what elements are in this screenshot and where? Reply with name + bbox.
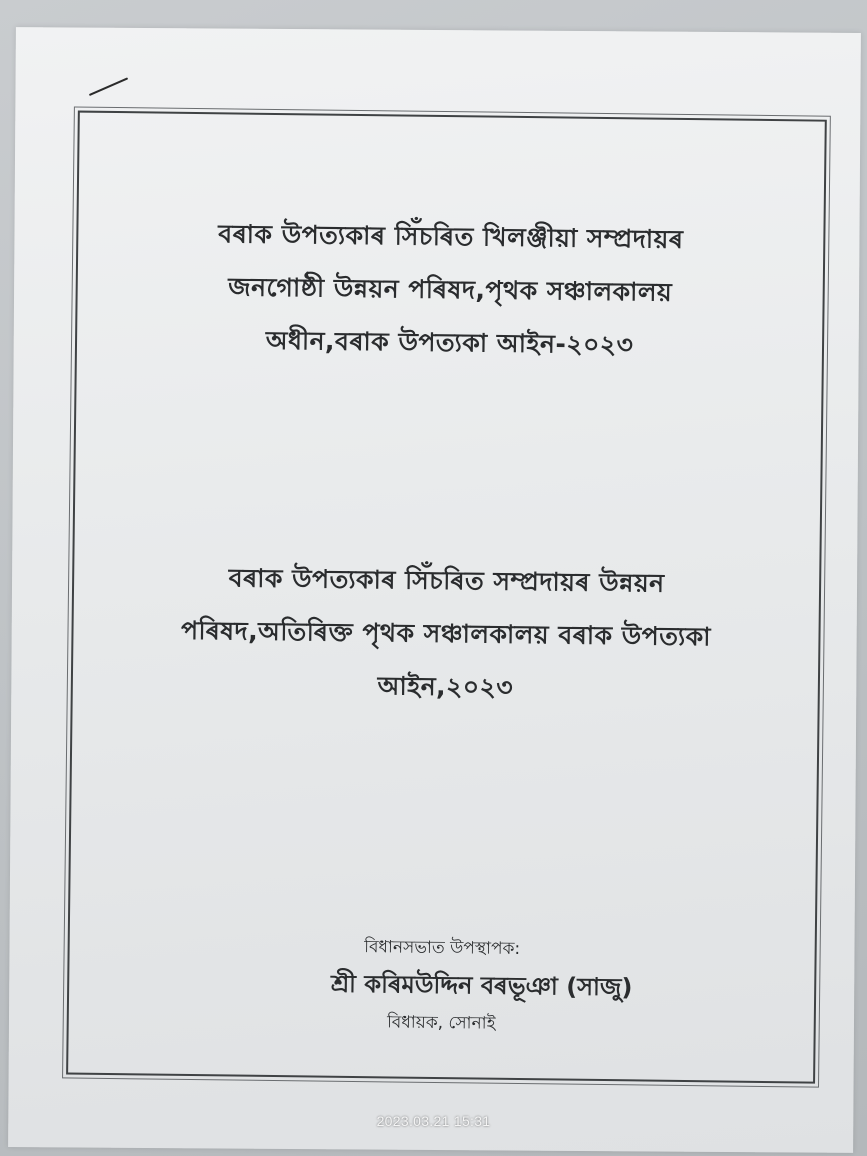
secondary-title-line-3: আইন,২০২৩ [377, 671, 514, 702]
secondary-title-line-2: পৰিষদ,অতিৰিক্ত পৃথক সঞ্চালকালয় বৰাক উপত্যকা [180, 615, 712, 652]
photo-timestamp: 2023.03.21 15:31 [376, 1113, 491, 1129]
main-title-line-2: জনগোষ্ঠী উন্নয়ন পৰিষদ,পৃথক সঞ্চালকালয় [228, 272, 673, 307]
presenter-name: শ্ৰী কৰিমউদ্দিন বৰভূঞা (সাজু) [330, 969, 633, 1002]
paper-sheet [8, 27, 861, 1153]
presenter-label: বিধানসভাত উপস্থাপক: [364, 937, 521, 960]
pen-mark [89, 77, 128, 96]
secondary-title-line-1: বৰাক উপত্যকাৰ সিঁচৰিত সম্প্ৰদায়ৰ উন্নয়ন [228, 563, 665, 598]
secondary-title [73, 550, 820, 718]
presenter-title: বিধায়ক, সোনাই [386, 1012, 496, 1034]
main-title-line-1: বৰাক উপত্যকাৰ সিঁচৰিত খিলঞ্জীয়া সম্প্ৰদায়ৰ [218, 219, 684, 254]
main-title-line-3: অধীন,বৰাক উপত্যকা আইন-২০২৩ [265, 325, 634, 360]
document-border [66, 111, 827, 1084]
main-title [77, 206, 824, 374]
